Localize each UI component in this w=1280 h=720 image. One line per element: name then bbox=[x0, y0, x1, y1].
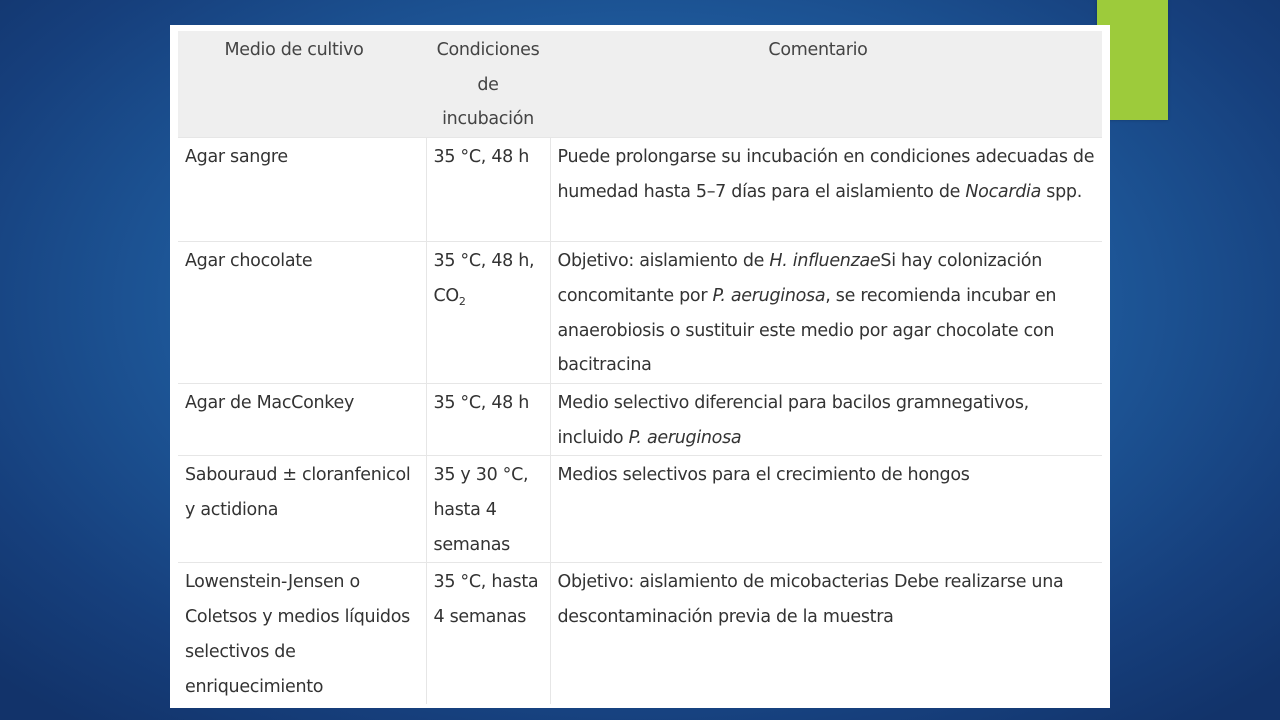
culture-media-table bbox=[178, 31, 1102, 704]
cell-medio: Agar de MacConkey bbox=[178, 383, 426, 455]
cell-condiciones: 35 °C, hasta 4 semanas bbox=[426, 563, 550, 704]
table-panel bbox=[170, 25, 1110, 708]
table-row bbox=[178, 383, 1102, 455]
cell-comentario: Objetivo: aislamiento de H. influenzaeSi hay colonización concomitante por P. aeruginosa, se recomienda incubar en anaerobiosis o sustituir este medio por agar chocolate con bacitracina bbox=[550, 242, 1102, 384]
header-comentario: Comentario bbox=[550, 31, 1102, 138]
table-row bbox=[178, 456, 1102, 563]
cell-medio: Agar sangre bbox=[178, 138, 426, 242]
cell-comentario: Medio selectivo diferencial para bacilos gramnegativos, incluido P. aeruginosa bbox=[550, 383, 1102, 455]
table-row bbox=[178, 242, 1102, 384]
cell-condiciones: 35 y 30 °C, hasta 4 semanas bbox=[426, 456, 550, 563]
cell-medio: Agar chocolate bbox=[178, 242, 426, 384]
header-medio: Medio de cultivo bbox=[178, 31, 426, 138]
table-row bbox=[178, 138, 1102, 242]
cell-comentario: Puede prolongarse su incubación en condiciones adecuadas de humedad hasta 5–7 días para el aislamiento de Nocardia spp. bbox=[550, 138, 1102, 242]
cell-comentario: Medios selectivos para el crecimiento de hongos bbox=[550, 456, 1102, 563]
cell-condiciones: 35 °C, 48 h bbox=[426, 383, 550, 455]
table-row bbox=[178, 563, 1102, 704]
cell-medio: Lowenstein-Jensen o Coletsos y medios líquidos selectivos de enriquecimiento bbox=[178, 563, 426, 704]
cell-comentario: Objetivo: aislamiento de micobacterias Debe realizarse una descontaminación previa de la muestra bbox=[550, 563, 1102, 704]
cell-condiciones: 35 °C, 48 h bbox=[426, 138, 550, 242]
table-header-row bbox=[178, 31, 1102, 138]
cell-condiciones: 35 °C, 48 h, $CO_2$ bbox=[426, 242, 550, 384]
cell-medio: Sabouraud ± cloranfenicol y actidiona bbox=[178, 456, 426, 563]
header-condiciones: Condiciones de incubación bbox=[426, 31, 550, 138]
